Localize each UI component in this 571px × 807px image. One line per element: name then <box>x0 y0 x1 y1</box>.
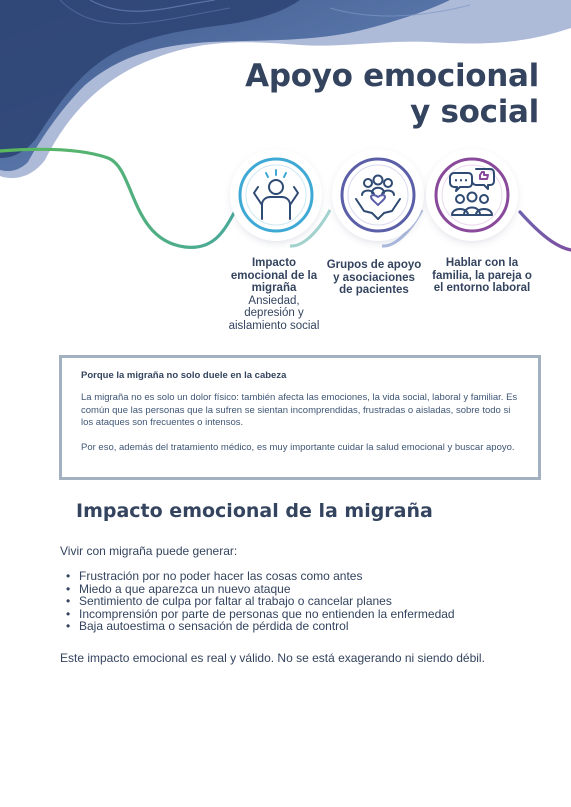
list-item: • Miedo a que aparezca un nuevo ataque <box>60 583 455 596</box>
list-item: • Incomprensión por parte de personas que no entienden la enfermedad <box>60 608 455 621</box>
list-item: • Sentimiento de culpa por faltar al trabajo o cancelar planes <box>60 595 455 608</box>
caption-talk-family-title: Hablar con la familia, la pareja o el entorno laboral <box>432 257 532 294</box>
talk-family-badge <box>430 153 514 237</box>
section-heading: Impacto emocional de la migraña <box>76 500 433 522</box>
info-box-paragraph-1: La migraña no es solo un dolor físico: también afecta las emociones, la vida social, laboral y familiar. Es común que las personas que la sufren se sientan incomprendidas, frustradas o aisladas, sobre todo si los ataques son frecuentes o intensos. <box>81 392 518 428</box>
list-item: • Baja autoestima o sensación de pérdida de control <box>60 620 455 633</box>
caption-emotional-impact-title: Impacto emocional de la migraña <box>230 257 318 294</box>
caption-emotional-impact <box>226 257 322 332</box>
title-line-2: y social <box>410 94 539 130</box>
caption-support-groups-title: Grupos de apoyo y asociaciones de pacientes <box>326 259 422 296</box>
caption-support-groups <box>326 259 422 297</box>
support-groups-badge <box>336 153 420 237</box>
caption-talk-family <box>426 257 538 295</box>
page-title <box>245 58 539 130</box>
info-box-heading: Porque la migraña no solo duele en la cabeza <box>81 370 287 381</box>
section-intro: Vivir con migraña puede generar: <box>60 544 238 558</box>
emotional-impact-badge <box>234 153 318 237</box>
stressed-person-icon <box>234 153 318 237</box>
bullet-list <box>60 570 455 633</box>
title-line-1: Apoyo emocional <box>245 58 539 94</box>
info-box-paragraph-2: Por eso, además del tratamiento médico, es muy importante cuidar la salud emocional y buscar apoyo. <box>81 441 515 453</box>
caption-emotional-impact-subtitle: Ansiedad, depresión y aislamiento social <box>228 294 320 332</box>
family-conversation-icon <box>430 153 514 237</box>
support-group-icon <box>336 153 420 237</box>
section-closing: Este impacto emocional es real y válido. No se está exagerando ni siendo débil. <box>60 651 485 665</box>
info-box <box>59 355 541 480</box>
list-item: • Frustración por no poder hacer las cosas como antes <box>60 570 455 583</box>
